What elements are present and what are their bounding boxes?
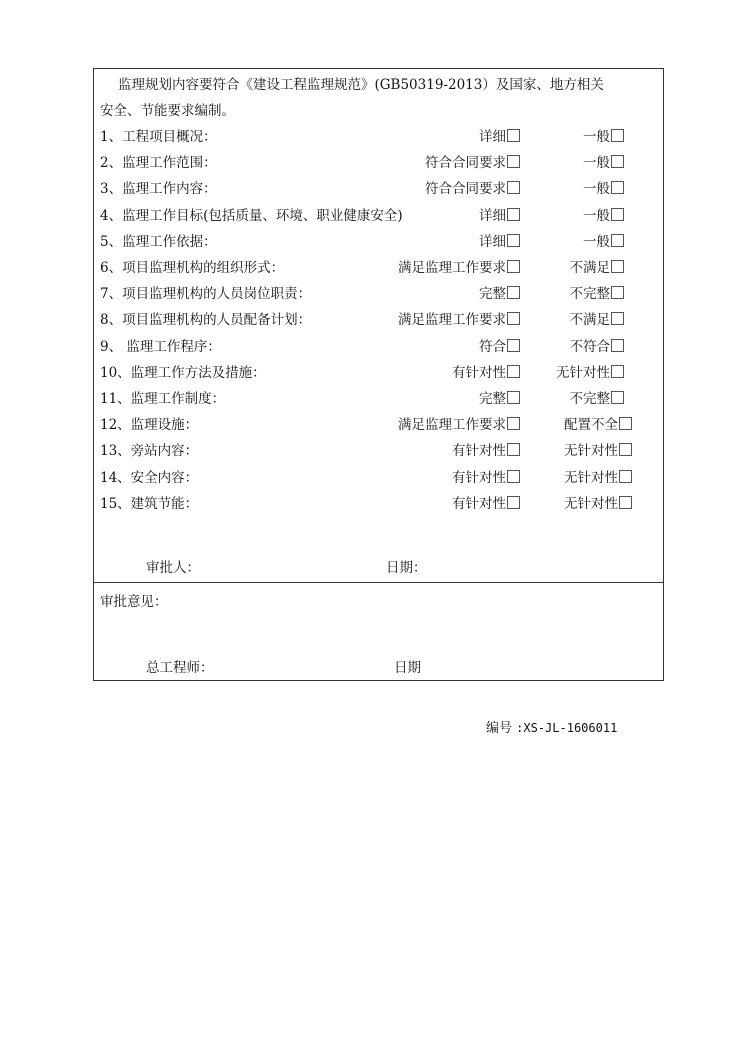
option-2-label: 无针对性 [564, 443, 618, 460]
checkbox[interactable] [507, 181, 520, 194]
option-1[interactable] [425, 154, 520, 172]
checkbox[interactable] [507, 365, 520, 378]
option-2-label: 一般 [583, 207, 610, 224]
option-1-label: 有针对性 [452, 469, 506, 486]
opinion-label: 审批意见： [100, 594, 168, 610]
option-2[interactable] [583, 180, 624, 198]
option-1[interactable] [398, 416, 520, 434]
item-label: 7、项目监理机构的人员岗位职责： [100, 286, 312, 303]
option-1[interactable] [479, 285, 520, 303]
option-2[interactable] [564, 442, 632, 460]
option-2-label: 无针对性 [564, 469, 618, 486]
option-1[interactable] [452, 495, 520, 513]
checkbox[interactable] [507, 129, 520, 142]
item-label: 10、监理工作方法及措施： [100, 364, 266, 381]
checkbox[interactable] [507, 417, 520, 430]
checkbox[interactable] [507, 496, 520, 509]
checkbox[interactable] [619, 443, 632, 456]
option-2[interactable] [564, 469, 632, 487]
item-label: 2、监理工作范围： [100, 155, 217, 172]
approver-label: 审批人： [146, 560, 200, 576]
item-label: 15、建筑节能： [100, 495, 199, 512]
checkbox[interactable] [507, 155, 520, 168]
checkbox[interactable] [611, 181, 624, 194]
option-1-label: 有针对性 [452, 443, 506, 460]
option-1-label: 符合合同要求 [425, 155, 506, 172]
checkbox[interactable] [507, 234, 520, 247]
checkbox[interactable] [507, 286, 520, 299]
checkbox[interactable] [507, 339, 520, 352]
checkbox[interactable] [619, 417, 632, 430]
item-label: 13、旁站内容： [100, 443, 199, 460]
checkbox[interactable] [619, 496, 632, 509]
document-number [486, 717, 617, 736]
document-number-value: :XS-JL-1606011 [516, 721, 618, 735]
option-2[interactable] [583, 154, 624, 172]
option-2[interactable] [570, 259, 625, 277]
option-1-label: 详细 [479, 129, 506, 145]
section-divider [94, 582, 663, 583]
checkbox[interactable] [611, 208, 624, 221]
item-label: 12、监理设施： [100, 417, 199, 434]
option-2-label: 一般 [583, 129, 610, 145]
item-label: 5、监理工作依据： [100, 233, 217, 250]
checkbox[interactable] [611, 234, 624, 247]
checkbox[interactable] [507, 391, 520, 404]
option-2-label: 不符合 [569, 338, 610, 355]
item-label: 4、监理工作目标(包括质量、环境、职业健康安全) [100, 207, 403, 224]
checkbox[interactable] [611, 155, 624, 168]
option-1-label: 详细 [479, 233, 506, 250]
checkbox[interactable] [611, 286, 624, 299]
option-2[interactable] [583, 233, 624, 251]
option-1[interactable] [398, 259, 520, 277]
checkbox[interactable] [611, 312, 624, 325]
checkbox[interactable] [507, 260, 520, 273]
option-2[interactable] [564, 495, 632, 513]
checkbox[interactable] [619, 470, 632, 483]
checkbox[interactable] [611, 260, 624, 273]
checkbox[interactable] [507, 443, 520, 456]
option-1-label: 有针对性 [452, 364, 506, 381]
option-2-label: 不满足 [569, 260, 610, 276]
option-2[interactable] [583, 207, 624, 225]
option-1-label: 满足监理工作要求 [398, 260, 506, 276]
checkbox[interactable] [611, 391, 624, 404]
option-2-label: 配置不全 [564, 417, 618, 434]
option-2-label: 不完整 [569, 391, 610, 407]
option-1[interactable] [452, 442, 520, 460]
option-1[interactable] [479, 233, 520, 251]
option-2-label: 无针对性 [564, 495, 618, 512]
option-2-label: 无针对性 [556, 364, 610, 381]
option-1-label: 符合 [479, 338, 506, 355]
intro-line-2: 安全、节能要求编制。 [100, 103, 235, 119]
item-label: 1、工程项目概况： [100, 129, 217, 145]
checkbox[interactable] [507, 470, 520, 483]
option-1-label: 完整 [479, 391, 506, 407]
chief-date-label: 日期 [394, 660, 421, 676]
item-label: 6、项目监理机构的组织形式： [100, 260, 285, 276]
checkbox[interactable] [507, 208, 520, 221]
option-1[interactable] [425, 180, 520, 198]
option-2[interactable] [556, 364, 624, 382]
checkbox[interactable] [611, 339, 624, 352]
review-form-table [93, 68, 664, 681]
option-1-label: 详细 [479, 207, 506, 224]
option-2[interactable] [570, 338, 625, 356]
option-1-label: 完整 [479, 286, 506, 303]
intro-line-1: 监理规划内容要符合《建设工程监理规范》(GB50319-2013）及国家、地方相关 [118, 77, 604, 93]
option-2-label: 一般 [583, 181, 610, 198]
item-label: 9、 监理工作程序： [100, 338, 221, 355]
option-1[interactable] [479, 128, 520, 146]
option-1[interactable] [398, 311, 520, 329]
checkbox[interactable] [611, 129, 624, 142]
option-1[interactable] [479, 390, 520, 408]
date-label: 日期： [386, 560, 427, 576]
chief-engineer-label: 总工程师： [146, 660, 214, 676]
item-label: 8、项目监理机构的人员配备计划： [100, 312, 312, 329]
option-1[interactable] [479, 207, 520, 225]
option-1[interactable] [452, 469, 520, 487]
option-2[interactable] [570, 285, 625, 303]
option-1-label: 满足监理工作要求 [398, 417, 506, 434]
checkbox[interactable] [507, 312, 520, 325]
option-1-label: 符合合同要求 [425, 181, 506, 198]
option-2-label: 一般 [583, 233, 610, 250]
option-2-label: 不完整 [569, 286, 610, 303]
option-1-label: 有针对性 [452, 495, 506, 512]
option-1-label: 满足监理工作要求 [398, 312, 506, 329]
option-2[interactable] [570, 390, 625, 408]
option-1[interactable] [479, 338, 520, 356]
option-2[interactable] [583, 128, 624, 146]
checkbox[interactable] [611, 365, 624, 378]
item-label: 14、安全内容： [100, 469, 199, 486]
document-number-label: 编号 [486, 721, 513, 736]
option-1[interactable] [452, 364, 520, 382]
item-label: 3、监理工作内容： [100, 181, 217, 198]
item-label: 11、监理工作制度： [100, 391, 226, 407]
option-2-label: 不满足 [569, 312, 610, 329]
option-2[interactable] [564, 416, 632, 434]
option-2[interactable] [570, 311, 625, 329]
option-2-label: 一般 [583, 155, 610, 172]
